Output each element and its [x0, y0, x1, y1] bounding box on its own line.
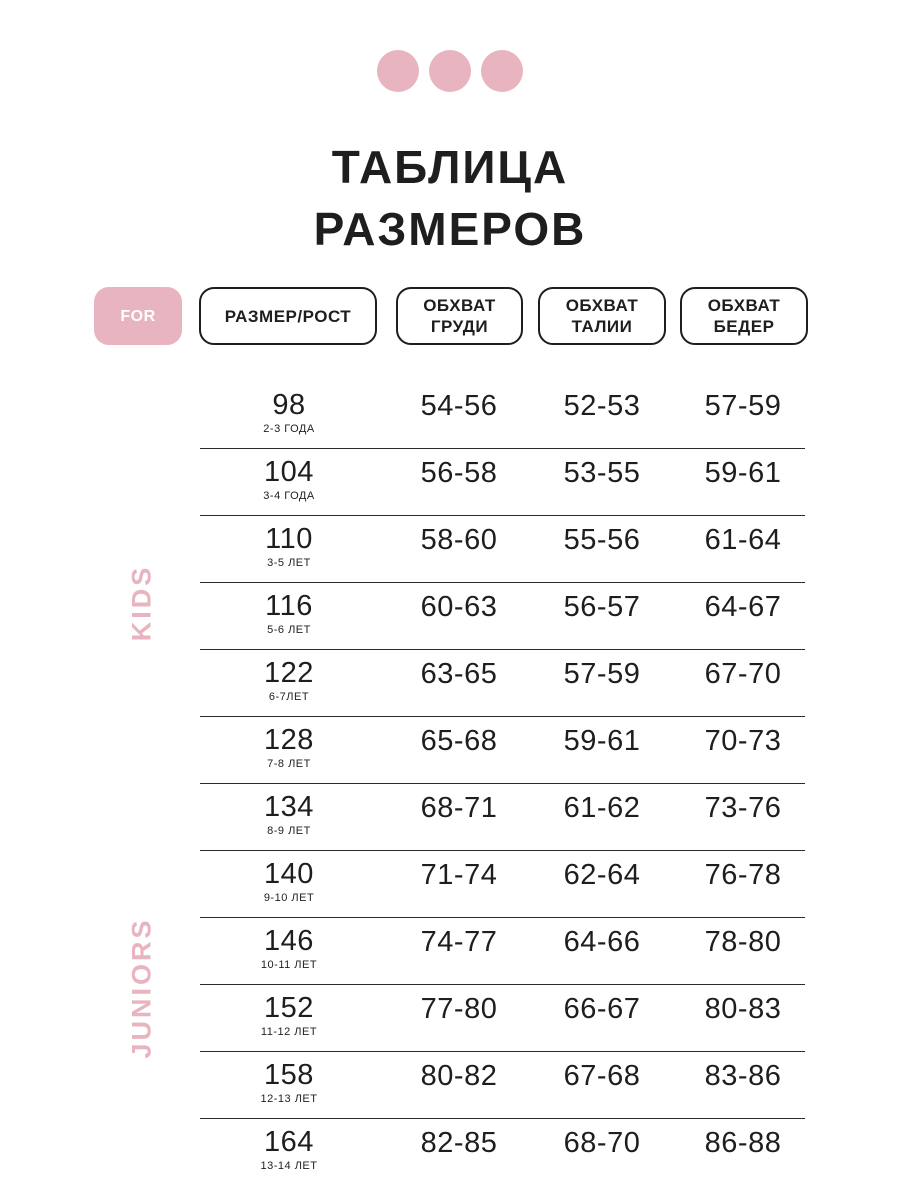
age-range: 12-13 ЛЕТ [260, 1093, 318, 1105]
size-value: 134 [264, 791, 314, 823]
group-label-juniors: JUNIORS [126, 917, 157, 1059]
size-value: 104 [264, 456, 314, 488]
chest-value: 58-60 [420, 524, 498, 556]
hips-value: 64-67 [704, 591, 782, 623]
waist-value: 61-62 [563, 792, 641, 824]
hips-value: 76-78 [704, 859, 782, 891]
title-line-2: РАЗМЕРОВ [313, 203, 587, 255]
title-line-1: ТАБЛИЦА [331, 141, 569, 193]
chest-value: 63-65 [420, 658, 498, 690]
table-row [200, 717, 805, 784]
age-range: 3-4 ГОДА [263, 490, 315, 502]
size-value: 110 [265, 523, 313, 555]
chest-value: 82-85 [420, 1127, 498, 1159]
for-badge [94, 287, 182, 345]
group-label-kids: KIDS [126, 564, 157, 642]
waist-value: 56-57 [563, 591, 641, 623]
hips-value: 86-88 [704, 1127, 782, 1159]
hips-value: 80-83 [704, 993, 782, 1025]
table-row [200, 918, 805, 985]
header-size-height [199, 287, 377, 345]
page-title [0, 136, 900, 260]
hips-value: 59-61 [704, 457, 782, 489]
waist-value: 62-64 [563, 859, 641, 891]
waist-value: 59-61 [563, 725, 641, 757]
size-cell [200, 656, 378, 704]
age-range: 3-5 ЛЕТ [267, 557, 311, 569]
age-range: 2-3 ГОДА [263, 423, 315, 435]
size-cell [200, 723, 378, 771]
header-chest [396, 287, 523, 345]
size-value: 116 [265, 590, 313, 622]
size-cell [200, 589, 378, 637]
chest-value: 77-80 [420, 993, 498, 1025]
size-value: 164 [264, 1126, 314, 1158]
size-cell [200, 1058, 378, 1106]
table-row [200, 516, 805, 583]
for-badge-label: FOR [120, 307, 156, 325]
age-range: 6-7ЛЕТ [268, 691, 310, 703]
pink-dot [429, 50, 471, 92]
table-row [200, 985, 805, 1052]
age-range: 10-11 ЛЕТ [260, 959, 318, 971]
size-table [200, 382, 805, 1185]
waist-value: 52-53 [563, 390, 641, 422]
size-cell [200, 455, 378, 503]
size-value: 122 [264, 657, 314, 689]
header-chest-label: ОБХВАТ ГРУДИ [423, 296, 496, 336]
chest-value: 54-56 [420, 390, 498, 422]
size-cell [200, 857, 378, 905]
size-value: 152 [264, 992, 314, 1024]
hips-value: 67-70 [704, 658, 782, 690]
hips-value: 61-64 [704, 524, 782, 556]
hips-value: 57-59 [704, 390, 782, 422]
pink-dot [377, 50, 419, 92]
chest-value: 71-74 [420, 859, 498, 891]
header-hips [680, 287, 808, 345]
header-size-height-label: РАЗМЕР/РОСТ [224, 306, 352, 326]
age-range: 13-14 ЛЕТ [260, 1160, 318, 1172]
size-value: 98 [272, 389, 306, 421]
size-cell [200, 388, 378, 436]
table-row [200, 449, 805, 516]
size-cell [200, 522, 378, 570]
hips-value: 78-80 [704, 926, 782, 958]
chest-value: 56-58 [420, 457, 498, 489]
size-cell [200, 1125, 378, 1173]
table-row [200, 382, 805, 449]
age-range: 8-9 ЛЕТ [267, 825, 311, 837]
table-row [200, 1119, 805, 1185]
hips-value: 83-86 [704, 1060, 782, 1092]
size-cell [200, 924, 378, 972]
age-range: 9-10 ЛЕТ [263, 892, 315, 904]
waist-value: 64-66 [563, 926, 641, 958]
waist-value: 57-59 [563, 658, 641, 690]
age-range: 5-6 ЛЕТ [267, 624, 311, 636]
age-range: 7-8 ЛЕТ [267, 758, 311, 770]
hips-value: 70-73 [704, 725, 782, 757]
chest-value: 80-82 [420, 1060, 498, 1092]
pink-dot [481, 50, 523, 92]
header-hips-label: ОБХВАТ БЕДЕР [707, 296, 781, 336]
waist-value: 68-70 [563, 1127, 641, 1159]
size-cell [200, 991, 378, 1039]
table-row [200, 851, 805, 918]
hips-value: 73-76 [704, 792, 782, 824]
chest-value: 60-63 [420, 591, 498, 623]
chest-value: 74-77 [420, 926, 498, 958]
chest-value: 65-68 [420, 725, 498, 757]
size-value: 128 [264, 724, 314, 756]
waist-value: 67-68 [563, 1060, 641, 1092]
decorative-dots [377, 50, 523, 92]
waist-value: 66-67 [563, 993, 641, 1025]
chest-value: 68-71 [420, 792, 498, 824]
table-row [200, 1052, 805, 1119]
size-value: 146 [264, 925, 314, 957]
waist-value: 53-55 [563, 457, 641, 489]
size-value: 158 [264, 1059, 314, 1091]
age-range: 11-12 ЛЕТ [260, 1026, 318, 1038]
header-waist-label: ОБХВАТ ТАЛИИ [565, 296, 639, 336]
size-value: 140 [264, 858, 314, 890]
table-row [200, 650, 805, 717]
size-cell [200, 790, 378, 838]
waist-value: 55-56 [563, 524, 641, 556]
table-row [200, 583, 805, 650]
table-row [200, 784, 805, 851]
header-waist [538, 287, 666, 345]
